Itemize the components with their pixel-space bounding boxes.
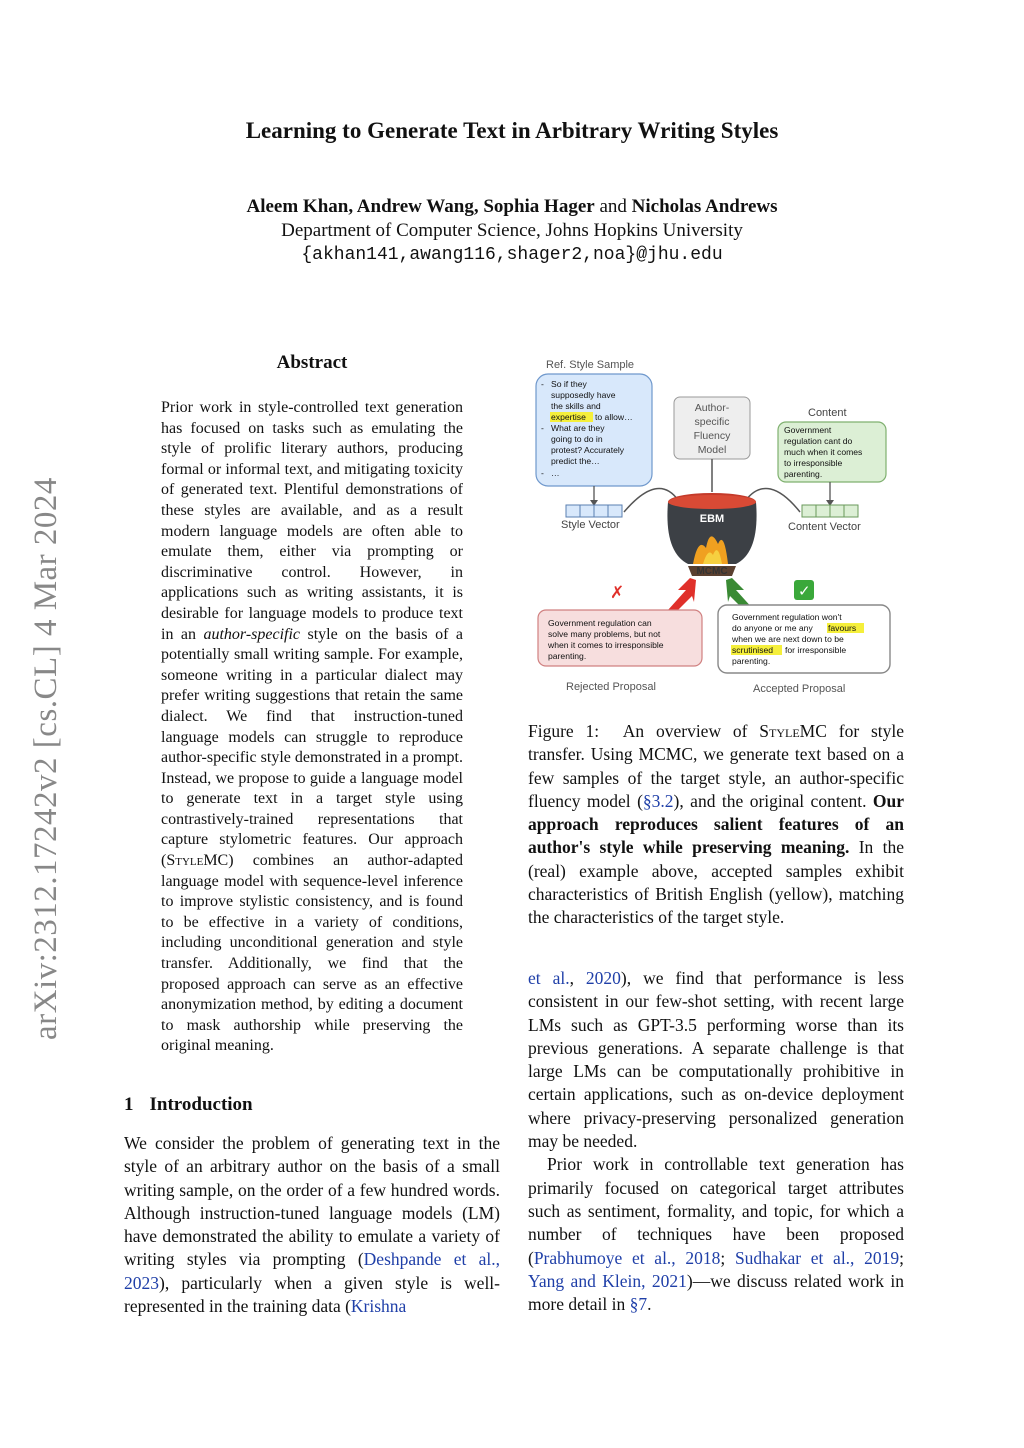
- figure-caption: [528, 720, 904, 930]
- accepted-line: do anyone or me any: [732, 623, 813, 633]
- reject-mark-icon: ✗: [610, 583, 625, 602]
- paragraph: et al., 2020), we find that performance is less consistent in our few-shot setting, with recent large LMs such as GPT-3.5 performing worse than its previous generations. A separate challenge is that large LMs can be computationally prohibitive in certain applications, such as on-device deployment where privacy-preserving personalized generation may be needed.: [528, 968, 904, 1152]
- authors-and: and: [599, 196, 627, 217]
- caption-text-2: for style transfer. Using MCMC, we generate text based on a few samples of the target style, an author-specific fluency model (: [528, 721, 905, 811]
- ref-line: to allow…: [595, 412, 633, 422]
- caption-text-1: An overview of: [622, 721, 760, 741]
- content-line: Government: [784, 425, 832, 435]
- abstract-body: [161, 398, 463, 1057]
- caption-text-3: ), and the original content.: [673, 790, 873, 811]
- affiliation: Department of Computer Science, Johns Hopkins University: [281, 220, 743, 241]
- section-title: Introduction: [149, 1094, 253, 1115]
- right-text-1: ), we find that performance is less consistent in our few-shot setting, with recent large LMs such as GPT-3.5 performing worse than its previous generations. A separate challenge is that large LMs can be computationally prohibitive in certain applications, such as on-device deployment where privacy-preserving personalized generation may be needed.: [528, 968, 904, 1152]
- caption-label: Figure 1:: [528, 721, 600, 741]
- content-vector-label: Content Vector: [788, 521, 861, 533]
- content-line: parenting.: [784, 469, 823, 479]
- ref-line: protest? Accurately: [551, 445, 625, 455]
- rejected-line: solve many problems, but not: [548, 629, 661, 639]
- right-column-text: [528, 967, 904, 1316]
- accepted-line: parenting.: [732, 656, 771, 666]
- fluency-line: Fluency: [693, 430, 731, 442]
- accepted-line: when we are next down to be: [732, 634, 844, 644]
- intro-text-1: We consider the problem of generating text in the style of an arbitrary author on the basis of a small writing sample, on the order of a few hundred words. Although instruction-tuned language models (LM) have demonstrated the ability to emulate a variety of writing styles via prompting (: [124, 1133, 500, 1270]
- right-text-4: .: [647, 1294, 652, 1315]
- ref-highlight-word: expertise: [551, 412, 586, 422]
- style-vector-cells: [566, 505, 622, 517]
- caption-text-4: In the (real) example above, accepted samples exhibit characteristics of British English (yellow), matching the characteristics of the target style.: [528, 837, 904, 928]
- arxiv-stamp: arXiv:2312.17242v2 [cs.CL] 4 Mar 2024: [28, 477, 64, 1040]
- accepted-highlight-word: scrutinised: [732, 645, 774, 655]
- abstract-emphasis: author-specific: [203, 625, 301, 643]
- content-line: to irresponsible: [784, 458, 843, 468]
- ref-dash-3: -: [541, 468, 544, 478]
- ref-style-label: Ref. Style Sample: [546, 359, 635, 371]
- ref-line: predict the…: [551, 456, 600, 466]
- abstract-text-2: style on the basis of a potentially small writing sample. For example, someone writing in a particular dialect may prefer writing suggestions that retain the same dialect. We find that instruction-tuned language models can struggle to reproduce author-specific style demonstrated in a prompt. Instead, we propose to guide a language model to generate text in a target style using contrastively-trained representations that capture stylometric features. Our approach (: [161, 625, 464, 870]
- abstract-stylemc: StyleMC: [166, 852, 229, 870]
- style-vector-label: Style Vector: [561, 519, 620, 531]
- author-emails: {akhan141,awang116,shager2,noa}@jhu.edu: [301, 245, 723, 265]
- right-text-2: Prior work in controllable text generation has primarily focused on categorical target attributes such as sentiment, formality, and topic, for which a number of techniques have been proposed (: [528, 1154, 904, 1268]
- abstract-heading: Abstract: [276, 352, 348, 373]
- fluency-line: Author-: [694, 402, 730, 414]
- accepted-proposal-label: Accepted Proposal: [753, 683, 846, 695]
- rejected-line: Government regulation can: [548, 618, 652, 628]
- content-line: much when it comes: [784, 447, 863, 457]
- authors-last: Nicholas Andrews: [631, 196, 778, 217]
- paper-title: Learning to Generate Text in Arbitrary Writing Styles: [245, 118, 779, 143]
- rejected-proposal-label: Rejected Proposal: [566, 681, 656, 693]
- ref-line: the skills and: [551, 401, 601, 411]
- accepted-line: for irresponsible: [785, 645, 847, 655]
- right-text-3: )—we discuss related work in more detail in: [528, 1270, 904, 1315]
- intro-paragraph: [124, 1132, 500, 1318]
- ebm-cauldron-icon: [667, 493, 756, 576]
- abstract-text-3: ) combines an author-adapted language model with sequence-level inference to improve stylistic consistency, and is found to be effective in a variety of conditions, including unconditional generation and style transfer. Additionally, we find that the proposed approach can serve as an effective anonymization method, by editing a document to mask authorship while preserving the original meaning.: [161, 852, 463, 1055]
- citation-link[interactable]: Krishna: [350, 1296, 407, 1317]
- content-line: regulation cant do: [784, 436, 853, 446]
- accepted-highlight-word: favours: [828, 623, 857, 633]
- section-ref-link[interactable]: §3.2: [642, 790, 674, 811]
- rejected-line: parenting.: [548, 651, 587, 661]
- intro-text-2: ), particularly when a given style is well-represented in the training data (: [124, 1272, 500, 1317]
- accept-check-icon: ✓: [798, 583, 811, 600]
- authors-main: Aleem Khan, Andrew Wang, Sophia Hager: [246, 196, 595, 217]
- citation-link[interactable]: Yang and Klein, 2021: [528, 1270, 687, 1291]
- fluency-line: specific: [694, 416, 730, 428]
- section-heading-introduction: [124, 1094, 253, 1116]
- citation-link[interactable]: Deshpande et al., 2023: [124, 1249, 500, 1293]
- content-vector-cells: [802, 505, 858, 517]
- citation-link[interactable]: et al.: [528, 968, 570, 988]
- paragraph: Prior work in controllable text generation has primarily focused on categorical target attributes such as sentiment, formality, and topic, for which a number of techniques have been proposed (Prabhumoye et al., 2018; Sudhakar et al., 2019; Yang and Klein, 2021)—we discuss related work in more detail in §7.: [528, 1154, 904, 1315]
- fluency-line: Model: [697, 444, 727, 456]
- figure-1-diagram: [528, 352, 904, 702]
- ebm-label: EBM: [699, 513, 725, 525]
- author-block: [0, 195, 1024, 267]
- ref-line: going to do in: [551, 434, 603, 444]
- ref-dash-2: -: [541, 423, 544, 433]
- section-ref-link[interactable]: §7: [629, 1294, 648, 1315]
- ref-line: So if they: [551, 379, 587, 389]
- rejected-line: when it comes to irresponsible: [548, 640, 664, 650]
- ref-line: What are they: [551, 423, 605, 433]
- ref-dash-1: -: [541, 379, 544, 389]
- caption-stylemc: StyleMC: [759, 721, 827, 741]
- mcmc-label: MCMC: [696, 566, 728, 577]
- reject-arrow-icon: [668, 578, 696, 614]
- ref-line: …: [551, 468, 560, 478]
- citation-link[interactable]: Sudhakar et al., 2019: [734, 1247, 900, 1268]
- author-names: [0, 195, 1024, 219]
- section-number: 1: [124, 1094, 134, 1115]
- citation-link[interactable]: 2020: [585, 968, 621, 988]
- citation-link[interactable]: Prabhumoye et al., 2018: [533, 1247, 721, 1268]
- caption-bold: Our approach reproduces salient features of an author's style while preserving meaning.: [528, 790, 905, 858]
- ref-line: supposedly have: [551, 390, 616, 400]
- abstract-text-1: Prior work in style-controlled text generation has focused on tasks such as emulating the style of prolific literary authors, producing formal or informal text, and mitigating toxicity of generated text. Plentiful demonstrations of these styles are available, and as a result modern language models are often able to emulate them, either via prompting or discriminative control. However, in applications such as writing assistants, it is desirable for language models to produce text in an: [161, 399, 463, 643]
- content-label: Content: [808, 407, 847, 419]
- accepted-line: Government regulation won't: [732, 612, 842, 622]
